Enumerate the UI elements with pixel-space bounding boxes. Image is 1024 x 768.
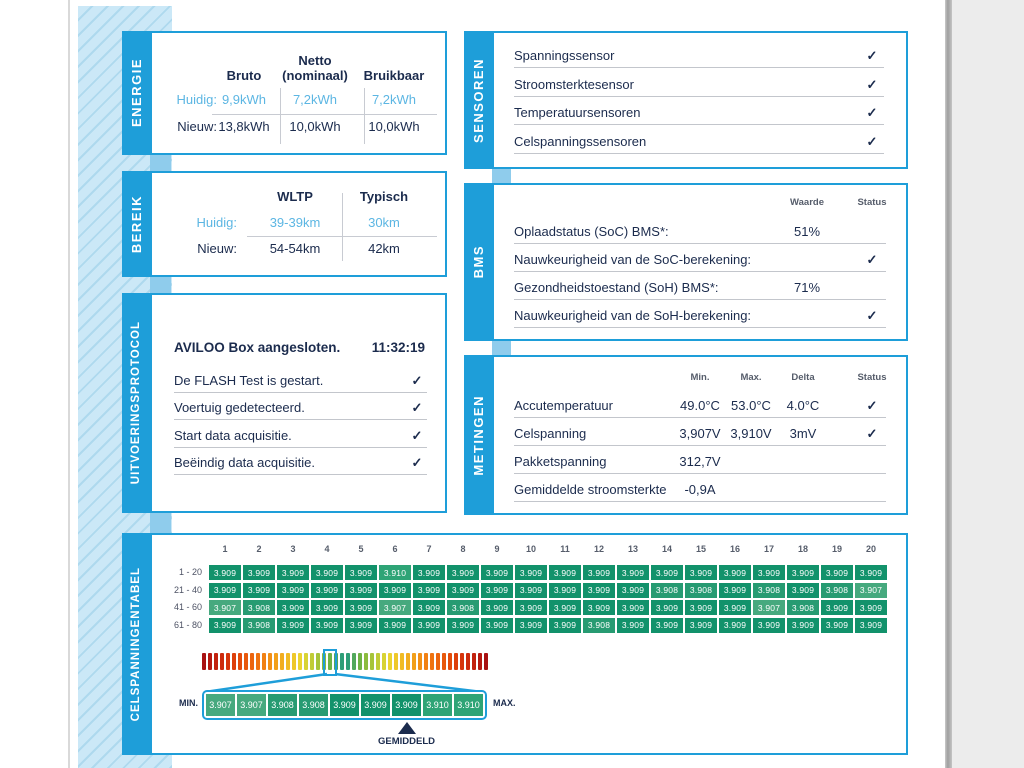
gradient-segment (256, 653, 260, 670)
gradient-segment (316, 653, 320, 670)
cell-voltage: 3.909 (413, 618, 445, 633)
check-icon: ✓ (411, 400, 423, 415)
panel-metingen (470, 355, 908, 515)
gradient-segment (436, 653, 440, 670)
cell-voltage: 3.909 (515, 583, 547, 598)
gradient-segment (286, 653, 290, 670)
protocol-item-label: Beëindig data acquisitie. (174, 455, 315, 470)
cell-voltage: 3.908 (243, 600, 275, 615)
grid-col-header: 1 (222, 544, 228, 554)
protocol-item-row (174, 453, 427, 475)
panel-metingen-box (492, 355, 908, 515)
metingen-col-header-min: Min. (690, 372, 710, 383)
cell-voltage: 3.909 (787, 618, 819, 633)
sensor-item-row (514, 75, 884, 97)
strip-cell: 3.909 (361, 694, 390, 716)
check-icon: ✓ (866, 398, 878, 413)
metingen-delta-value: 3mV (789, 426, 817, 441)
check-icon: ✓ (411, 455, 423, 470)
page-edge-line-left (68, 0, 70, 768)
cell-voltage: 3.909 (855, 600, 887, 615)
cell-voltage: 3.909 (787, 583, 819, 598)
energie-nieuw-netto: 10,0kWh (289, 119, 341, 134)
cell-voltage: 3.909 (651, 618, 683, 633)
metingen-max-value: 53.0°C (731, 398, 771, 413)
bms-waarde-value: 51% (793, 224, 821, 239)
gradient-segment (292, 653, 296, 670)
grid-row-label: 61 - 80 (173, 619, 202, 630)
gradient-segment (226, 653, 230, 670)
energie-huidig-bruikbaar: 7,2kWh (371, 92, 417, 107)
grid-row-label: 1 - 20 (178, 567, 202, 577)
grid-col-header: 5 (358, 544, 364, 554)
gradient-segment (208, 653, 212, 670)
gradient-segment (202, 653, 206, 670)
cell-voltage: 3.909 (277, 565, 309, 580)
gradient-segment (460, 653, 464, 670)
cell-voltage: 3.908 (651, 583, 683, 598)
cell-voltage: 3.909 (379, 618, 411, 633)
panel-uitvoeringsprotocol (130, 293, 447, 513)
tab-uitvoeringsprotocol (122, 293, 150, 513)
gradient-segment (244, 653, 248, 670)
cell-voltage: 3.908 (243, 618, 275, 633)
check-icon: ✓ (411, 428, 423, 443)
cell-voltage: 3.909 (583, 600, 615, 615)
cell-voltage: 3.909 (583, 583, 615, 598)
grid-col-header: 6 (392, 544, 398, 554)
cell-voltage: 3.909 (209, 583, 241, 598)
tab-sensoren-label: SENSOREN (470, 57, 486, 143)
cell-voltage: 3.909 (515, 618, 547, 633)
check-icon: ✓ (866, 77, 878, 92)
cell-voltage: 3.908 (685, 583, 717, 598)
grid-col-header: 8 (460, 544, 466, 554)
gradient-segment (484, 653, 488, 670)
protocol-item-row (174, 398, 427, 420)
divider (280, 88, 281, 144)
sensor-item-label: Celspanningssensoren (514, 134, 647, 149)
gradient-segment (310, 653, 314, 670)
divider (342, 193, 343, 261)
cell-voltage: 3.909 (719, 583, 751, 598)
cell-voltage: 3.909 (617, 618, 649, 633)
gradient-segment (430, 653, 434, 670)
grid-row-label: 21 - 40 (173, 584, 202, 595)
page-edge-right (945, 0, 952, 768)
panel-sensoren-box (492, 31, 908, 169)
gradient-segment (376, 653, 380, 670)
grid-col-header: 19 (831, 544, 842, 554)
metingen-row (514, 396, 886, 418)
cell-voltage: 3.909 (617, 583, 649, 598)
bms-row (514, 306, 886, 328)
protocol-item-label: De FLASH Test is gestart. (174, 373, 324, 388)
average-label: GEMIDDELD (378, 736, 435, 747)
bms-row (514, 278, 886, 300)
sensor-item-row (514, 103, 884, 125)
cell-voltage-grid (209, 565, 887, 633)
bms-row-label: Nauwkeurigheid van de SoH-berekening: (514, 308, 752, 323)
cell-voltage: 3.909 (855, 618, 887, 633)
divider (364, 88, 365, 144)
sensor-item-row (514, 46, 884, 68)
metingen-min-value: 312,7V (679, 454, 721, 469)
row-label-huidig: Huidig: (176, 92, 217, 107)
cell-voltage: 3.909 (617, 600, 649, 615)
cell-voltage: 3.909 (379, 583, 411, 598)
cell-voltage: 3.909 (311, 583, 343, 598)
protocol-time: 11:32:19 (371, 340, 425, 355)
gradient-segment (466, 653, 470, 670)
gradient-segment (340, 653, 344, 670)
gradient-segment (412, 653, 416, 670)
tab-metingen-label: METINGEN (470, 394, 486, 476)
row-label-huidig: Huidig: (196, 215, 237, 230)
cell-voltage: 3.909 (413, 565, 445, 580)
bereik-nieuw-typisch: 42km (368, 241, 400, 256)
grid-col-header: 18 (797, 544, 808, 554)
cell-voltage: 3.909 (481, 583, 513, 598)
divider (247, 236, 437, 237)
panel-celspanningentabel-box (150, 533, 908, 755)
panel-bereik (128, 171, 447, 277)
check-icon: ✓ (866, 134, 878, 149)
grid-col-header: 15 (695, 544, 706, 554)
panel-energie-box (150, 31, 447, 155)
cell-voltage: 3.909 (549, 618, 581, 633)
grid-col-header: 7 (426, 544, 432, 554)
max-label: MAX. (493, 698, 516, 708)
metingen-col-header-delta: Delta (791, 372, 815, 383)
gradient-segment (424, 653, 428, 670)
gradient-segment (232, 653, 236, 670)
panel-energie (128, 31, 447, 155)
bms-row-label: Gezondheidstoestand (SoH) BMS*: (514, 280, 719, 295)
cell-voltage: 3.909 (481, 565, 513, 580)
cell-voltage: 3.909 (447, 583, 479, 598)
cell-voltage: 3.909 (719, 600, 751, 615)
cell-voltage: 3.909 (719, 618, 751, 633)
check-icon: ✓ (866, 252, 878, 267)
cell-voltage: 3.908 (787, 600, 819, 615)
cell-voltage: 3.909 (753, 565, 785, 580)
check-icon: ✓ (866, 426, 878, 441)
gradient-segment (262, 653, 266, 670)
panel-bms-box (492, 183, 908, 341)
bms-col-header-status: Status (857, 197, 887, 208)
cell-voltage: 3.908 (821, 583, 853, 598)
cell-voltage: 3.909 (413, 600, 445, 615)
cell-voltage: 3.907 (753, 600, 785, 615)
gradient-segment (418, 653, 422, 670)
grid-col-header: 10 (525, 544, 536, 554)
energie-huidig-bruto: 9,9kWh (221, 92, 267, 107)
strip-cell: 3.908 (299, 694, 328, 716)
cell-voltage: 3.907 (379, 600, 411, 615)
cell-voltage: 3.910 (379, 565, 411, 580)
sensor-item-label: Stroomsterktesensor (514, 77, 634, 92)
gradient-segment (304, 653, 308, 670)
metingen-col-header-status: Status (857, 372, 887, 383)
cell-voltage: 3.909 (277, 583, 309, 598)
col-header-wltp: WLTP (277, 189, 313, 204)
cell-voltage: 3.909 (515, 565, 547, 580)
cell-voltage: 3.908 (447, 600, 479, 615)
gradient-segment (370, 653, 374, 670)
voltage-zoom-strip (202, 690, 487, 720)
cell-voltage: 3.909 (481, 600, 513, 615)
cell-voltage: 3.909 (787, 565, 819, 580)
metingen-row-label: Accutemperatuur (514, 398, 613, 413)
gradient-segment (250, 653, 254, 670)
sensor-item-label: Spanningssensor (514, 48, 615, 63)
cell-voltage: 3.909 (345, 565, 377, 580)
protocol-item-row (174, 426, 427, 448)
metingen-max-value: 3,910V (730, 426, 772, 441)
cell-voltage: 3.909 (549, 600, 581, 615)
bms-row (514, 222, 886, 244)
bereik-huidig-wltp: 39-39km (269, 215, 321, 230)
gradient-segment (406, 653, 410, 670)
check-icon: ✓ (411, 373, 423, 388)
average-marker-icon (398, 722, 416, 734)
grid-col-header: 9 (494, 544, 500, 554)
cell-voltage: 3.909 (719, 565, 751, 580)
gradient-segment (268, 653, 272, 670)
gradient-segment (454, 653, 458, 670)
bms-row-label: Nauwkeurigheid van de SoC-berekening: (514, 252, 752, 267)
grid-col-header: 20 (865, 544, 876, 554)
tab-bms (464, 183, 492, 341)
metingen-row (514, 452, 886, 474)
strip-cell: 3.910 (454, 694, 483, 716)
cell-voltage: 3.909 (447, 565, 479, 580)
cell-voltage: 3.909 (413, 583, 445, 598)
cell-table-header-row (209, 544, 887, 554)
scale-highlight-box (323, 649, 337, 676)
sensor-item-label: Temperatuursensoren (514, 105, 641, 120)
cell-voltage: 3.909 (821, 618, 853, 633)
metingen-row (514, 424, 886, 446)
cell-voltage: 3.909 (583, 565, 615, 580)
gradient-segment (358, 653, 362, 670)
grid-col-header: 2 (256, 544, 262, 554)
protocol-item-label: Start data acquisitie. (174, 428, 292, 443)
gradient-segment (394, 653, 398, 670)
voltage-color-scale (202, 653, 488, 670)
col-header-netto: Netto (nominaal) (282, 53, 348, 83)
cell-voltage: 3.908 (583, 618, 615, 633)
gradient-segment (388, 653, 392, 670)
strip-cell: 3.907 (237, 694, 266, 716)
grid-col-header: 3 (290, 544, 296, 554)
tab-energie (122, 31, 150, 155)
metingen-row-label: Pakketspanning (514, 454, 607, 469)
tab-metingen (464, 355, 492, 515)
panel-sensoren (470, 31, 908, 169)
grid-col-header: 12 (593, 544, 604, 554)
gradient-segment (448, 653, 452, 670)
cell-voltage: 3.909 (855, 565, 887, 580)
cell-voltage: 3.909 (549, 583, 581, 598)
cell-voltage: 3.909 (821, 600, 853, 615)
col-header-bruikbaar: Bruikbaar (363, 68, 425, 83)
col-header-typisch: Typisch (359, 189, 409, 204)
gradient-segment (346, 653, 350, 670)
grid-col-header: 11 (560, 544, 570, 554)
strip-cell: 3.907 (206, 694, 235, 716)
gradient-segment (442, 653, 446, 670)
min-label: MIN. (179, 698, 198, 708)
metingen-delta-value: 4.0°C (786, 398, 820, 413)
metingen-min-value: 49.0°C (680, 398, 720, 413)
gradient-segment (478, 653, 482, 670)
protocol-item-row (174, 371, 427, 393)
metingen-min-value: -0,9A (684, 482, 716, 497)
grid-col-header: 4 (324, 544, 330, 554)
bms-col-header-waarde: Waarde (790, 197, 824, 208)
panel-bereik-box (150, 171, 447, 277)
tab-bereik-label: BEREIK (128, 194, 144, 254)
check-icon: ✓ (866, 48, 878, 63)
tab-sensoren (464, 31, 492, 169)
grid-col-header: 13 (627, 544, 638, 554)
divider (212, 114, 437, 115)
cell-voltage: 3.909 (447, 618, 479, 633)
cell-voltage: 3.909 (209, 618, 241, 633)
cell-voltage: 3.908 (753, 583, 785, 598)
gradient-segment (382, 653, 386, 670)
cell-voltage: 3.909 (345, 618, 377, 633)
gradient-segment (298, 653, 302, 670)
grid-col-header: 14 (661, 544, 672, 554)
gradient-segment (214, 653, 218, 670)
energie-huidig-netto: 7,2kWh (292, 92, 338, 107)
gradient-segment (472, 653, 476, 670)
metingen-col-header-max: Max. (740, 372, 762, 383)
gradient-segment (220, 653, 224, 670)
cell-voltage: 3.909 (311, 618, 343, 633)
cell-voltage: 3.909 (243, 583, 275, 598)
gradient-segment (238, 653, 242, 670)
cell-voltage: 3.909 (617, 565, 649, 580)
strip-cell: 3.910 (423, 694, 452, 716)
cell-voltage: 3.909 (277, 618, 309, 633)
tab-celspanningentabel (122, 533, 150, 755)
cell-voltage: 3.909 (311, 600, 343, 615)
strip-cell: 3.909 (392, 694, 421, 716)
tab-uitvoeringsprotocol-label: UITVOERINGSPROTOCOL (130, 321, 142, 485)
cell-voltage: 3.909 (209, 565, 241, 580)
grid-col-header: 17 (763, 544, 774, 554)
cell-voltage: 3.909 (753, 618, 785, 633)
tab-energie-label: ENERGIE (128, 58, 144, 128)
cell-voltage: 3.909 (311, 565, 343, 580)
energie-nieuw-bruikbaar: 10,0kWh (368, 119, 420, 134)
protocol-item-label: Voertuig gedetecteerd. (174, 400, 305, 415)
tab-bms-label: BMS (470, 245, 486, 279)
metingen-min-value: 3,907V (679, 426, 721, 441)
gradient-segment (280, 653, 284, 670)
check-icon: ✓ (866, 308, 878, 323)
metingen-row (514, 480, 886, 502)
cell-voltage: 3.909 (685, 618, 717, 633)
panel-bms (470, 183, 908, 341)
protocol-title: AVILOO Box aangesloten. (174, 340, 341, 355)
bereik-huidig-typisch: 30km (368, 215, 400, 230)
row-label-nieuw: Nieuw: (197, 241, 237, 256)
cell-voltage: 3.909 (481, 618, 513, 633)
cell-voltage: 3.909 (651, 565, 683, 580)
tab-bereik (122, 171, 150, 277)
cell-voltage: 3.909 (515, 600, 547, 615)
col-header-bruto: Bruto (226, 68, 262, 83)
cell-voltage: 3.907 (209, 600, 241, 615)
energie-nieuw-bruto: 13,8kWh (218, 119, 270, 134)
cell-voltage: 3.907 (855, 583, 887, 598)
cell-voltage: 3.909 (651, 600, 683, 615)
sensor-item-row (514, 132, 884, 154)
strip-cell: 3.909 (330, 694, 359, 716)
cell-voltage: 3.909 (821, 565, 853, 580)
grid-col-header: 16 (729, 544, 740, 554)
bms-row-label: Oplaadstatus (SoC) BMS*: (514, 224, 669, 239)
bms-row (514, 250, 886, 272)
panel-celspanningentabel (130, 533, 908, 755)
cell-voltage: 3.909 (345, 600, 377, 615)
bms-waarde-value: 71% (793, 280, 821, 295)
check-icon: ✓ (866, 105, 878, 120)
cell-voltage: 3.909 (685, 600, 717, 615)
cell-voltage: 3.909 (345, 583, 377, 598)
tab-celspanningentabel-label: CELSPANNINGENTABEL (130, 566, 142, 722)
gradient-segment (400, 653, 404, 670)
strip-cell: 3.908 (268, 694, 297, 716)
gradient-segment (364, 653, 368, 670)
cell-voltage: 3.909 (549, 565, 581, 580)
metingen-row-label: Gemiddelde stroomsterkte (514, 482, 667, 497)
cell-voltage: 3.909 (243, 565, 275, 580)
gradient-segment (352, 653, 356, 670)
grid-row-label: 41 - 60 (173, 602, 202, 612)
metingen-row-label: Celspanning (514, 426, 587, 441)
gradient-segment (274, 653, 278, 670)
bereik-nieuw-wltp: 54-54km (269, 241, 321, 256)
row-label-nieuw: Nieuw: (177, 119, 217, 134)
cell-voltage: 3.909 (277, 600, 309, 615)
viewer-background-right (952, 0, 1024, 768)
panel-uitvoeringsprotocol-box (150, 293, 447, 513)
cell-voltage: 3.909 (685, 565, 717, 580)
